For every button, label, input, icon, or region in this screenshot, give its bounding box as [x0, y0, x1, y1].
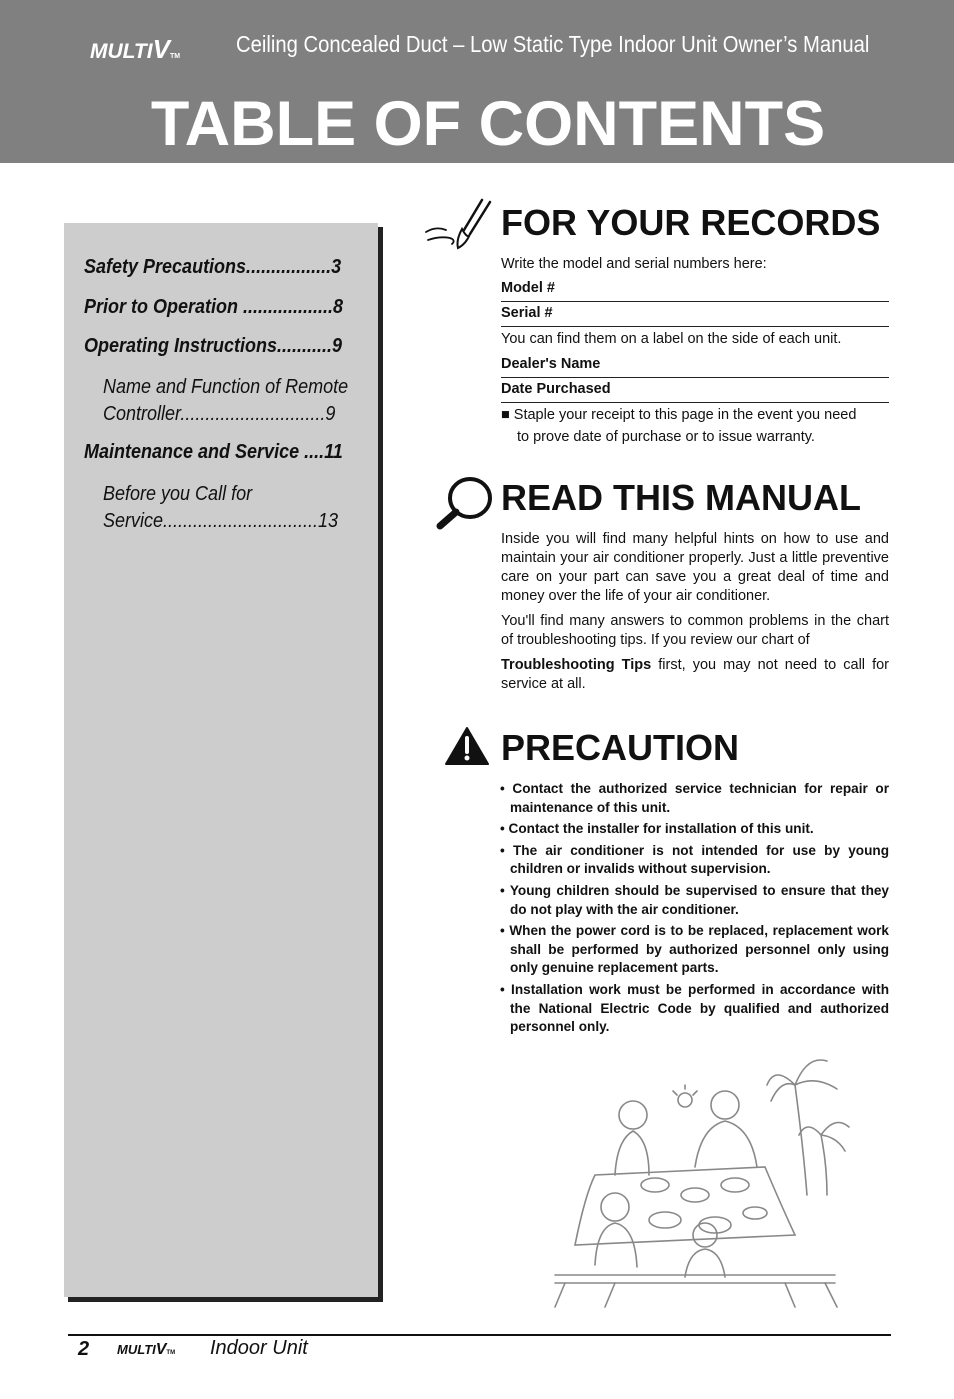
- brand-logo: MULTIVTM: [90, 34, 181, 64]
- toc-entry-remote-line1: Name and Function of Remote: [103, 376, 349, 398]
- dealer-label: Dealer's Name: [501, 356, 601, 372]
- square-bullet-icon: ■: [501, 407, 510, 423]
- page-title: TABLE OF CONTENTS: [150, 89, 826, 159]
- read-manual-heading: READ THIS MANUAL: [501, 477, 861, 518]
- dealer-line[interactable]: [501, 377, 889, 378]
- precaution-item: • Installation work must be performed in accordance with the National Electric Code by qualified and authorized personnel only.: [500, 981, 889, 1035]
- picnic-illustration: [545, 1045, 855, 1310]
- records-intro: Write the model and serial numbers here:: [501, 256, 767, 272]
- footer-brand-logo: MULTIVTM: [117, 1341, 176, 1358]
- date-label: Date Purchased: [501, 381, 611, 397]
- precaution-item: • Contact the authorized service technician for repair or maintenance of this unit.: [500, 781, 889, 815]
- toc-entry-safety[interactable]: Safety Precautions.................3: [84, 256, 342, 278]
- toc-entry-service-line1: Before you Call for: [103, 483, 253, 505]
- precaution-item: • Young children should be supervised to ensure that they do not play with the air conditioner.: [500, 882, 889, 917]
- footer-rule: [68, 1334, 891, 1336]
- toc-entry-prior[interactable]: Prior to Operation ..................8: [84, 296, 344, 318]
- model-label: Model #: [501, 280, 555, 296]
- model-line[interactable]: [501, 301, 889, 302]
- label-note: You can find them on a label on the side of each unit.: [501, 331, 842, 347]
- serial-label: Serial #: [501, 305, 553, 321]
- read-manual-para3: Troubleshooting Tips first, you may not need to call for service at all.: [501, 657, 889, 692]
- toc-entry-operating[interactable]: Operating Instructions...........9: [84, 335, 343, 357]
- records-heading: FOR YOUR RECORDS: [501, 202, 881, 243]
- page-number: 2: [78, 1338, 90, 1360]
- date-line[interactable]: [501, 402, 889, 403]
- toc-entry-service[interactable]: [103, 481, 338, 535]
- toc-entry-remote-line2: Controller.............................9: [103, 403, 336, 425]
- precaution-item: • Contact the installer for installation of this unit.: [500, 821, 814, 837]
- precaution-list: [500, 780, 889, 1040]
- magnifier-icon: [434, 476, 496, 534]
- read-manual-para1: Inside you will find many helpful hints on how to use and maintain your air conditioner properly. Just a little preventive care on your part can save you a great deal of time and money over the life of your air conditioner.: [501, 531, 889, 604]
- precaution-item: • When the power cord is to be replaced, replacement work shall be performed by authorized personnel only using only genuine replacement parts.: [500, 923, 889, 976]
- footer-text: Indoor Unit: [210, 1337, 308, 1359]
- pen-writing-icon: [422, 196, 492, 254]
- precaution-item: • The air conditioner is not intended for use by young children or invalids without supervision.: [500, 842, 889, 877]
- warning-triangle-icon: [444, 726, 490, 766]
- precaution-heading: PRECAUTION: [501, 727, 740, 768]
- page-header: [0, 0, 954, 163]
- toc-entry-remote[interactable]: [103, 374, 348, 428]
- toc-entry-service-line2: Service...............................13: [103, 510, 339, 532]
- serial-line[interactable]: [501, 326, 889, 327]
- toc-entry-maintenance[interactable]: Maintenance and Service ....11: [84, 441, 343, 463]
- staple-note: ■ Staple your receipt to this page in the event you need to prove date of purchase or to issue warranty.: [501, 407, 857, 445]
- read-manual-para2: You'll find many answers to common problems in the chart of troubleshooting tips. If you review our chart of: [501, 613, 889, 648]
- manual-subtitle: Ceiling Concealed Duct – Low Static Type Indoor Unit Owner’s Manual: [236, 31, 870, 57]
